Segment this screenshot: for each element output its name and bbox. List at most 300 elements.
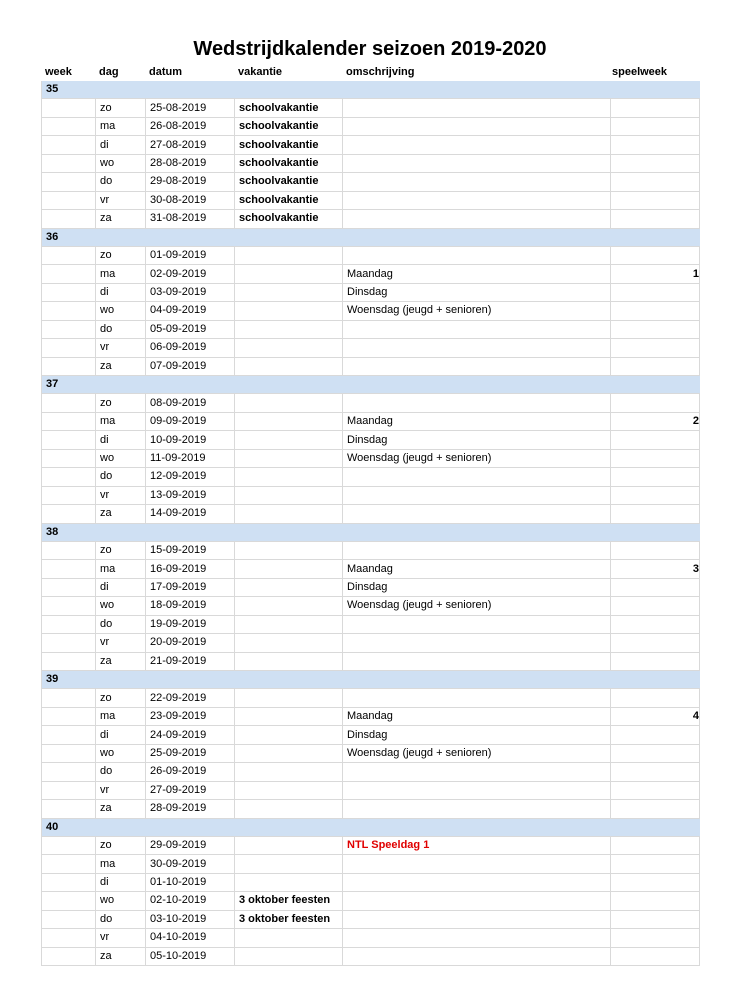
header-vakantie: vakantie: [238, 66, 283, 78]
vakantie-cell: [235, 873, 343, 891]
omschrijving-cell: [343, 689, 611, 707]
datum-cell: 22-09-2019: [146, 689, 235, 707]
day-row: [42, 136, 700, 154]
omschrijving-cell: [343, 136, 611, 154]
vakantie-cell: 3 oktober feesten: [235, 910, 343, 928]
omschrijving-cell: [343, 99, 611, 117]
speelweek-cell: [611, 431, 700, 449]
datum-cell: 28-08-2019: [146, 154, 235, 172]
dag-cell: do: [96, 468, 146, 486]
day-row: [42, 302, 700, 320]
header-speelweek: speelweek: [612, 66, 668, 78]
day-row: [42, 412, 700, 430]
vakantie-cell: [235, 578, 343, 596]
dag-cell: za: [96, 210, 146, 228]
vakantie-cell: [235, 246, 343, 264]
datum-cell: 08-09-2019: [146, 394, 235, 412]
day-row: [42, 892, 700, 910]
speelweek-cell: [611, 191, 700, 209]
datum-cell: 12-09-2019: [146, 468, 235, 486]
speelweek-cell: [611, 339, 700, 357]
week-cell: [42, 873, 96, 891]
day-row: [42, 947, 700, 965]
omschrijving-cell: [343, 781, 611, 799]
day-row: [42, 726, 700, 744]
week-cell: [42, 726, 96, 744]
speelweek-cell: [611, 873, 700, 891]
speelweek-cell: [611, 892, 700, 910]
datum-cell: 17-09-2019: [146, 578, 235, 596]
dag-cell: zo: [96, 836, 146, 854]
omschrijving-cell: Maandag: [343, 265, 611, 283]
vakantie-cell: [235, 781, 343, 799]
week-number: 38: [42, 523, 700, 541]
day-row: [42, 320, 700, 338]
speelweek-cell: [611, 541, 700, 559]
vakantie-cell: [235, 505, 343, 523]
omschrijving-cell: [343, 154, 611, 172]
dag-cell: ma: [96, 855, 146, 873]
week-cell: [42, 597, 96, 615]
omschrijving-cell: [343, 947, 611, 965]
day-row: [42, 615, 700, 633]
datum-cell: 19-09-2019: [146, 615, 235, 633]
day-row: [42, 173, 700, 191]
day-row: [42, 431, 700, 449]
day-row: [42, 855, 700, 873]
datum-cell: 03-10-2019: [146, 910, 235, 928]
dag-cell: ma: [96, 707, 146, 725]
week-cell: [42, 892, 96, 910]
header-omschrijving: omschrijving: [346, 66, 415, 78]
omschrijving-cell: [343, 634, 611, 652]
dag-cell: za: [96, 505, 146, 523]
omschrijving-cell: [343, 873, 611, 891]
vakantie-cell: [235, 947, 343, 965]
speelweek-cell: [611, 357, 700, 375]
omschrijving-cell: [343, 929, 611, 947]
dag-cell: vr: [96, 929, 146, 947]
speelweek-cell: [611, 910, 700, 928]
omschrijving-cell: [343, 486, 611, 504]
speelweek-cell: [611, 947, 700, 965]
vakantie-cell: [235, 929, 343, 947]
dag-cell: vr: [96, 339, 146, 357]
speelweek-cell: [611, 578, 700, 596]
dag-cell: wo: [96, 597, 146, 615]
week-row: [42, 523, 700, 541]
speelweek-cell: [611, 246, 700, 264]
vakantie-cell: schoolvakantie: [235, 136, 343, 154]
vakantie-cell: [235, 597, 343, 615]
datum-cell: 23-09-2019: [146, 707, 235, 725]
datum-cell: 26-09-2019: [146, 763, 235, 781]
week-cell: [42, 486, 96, 504]
datum-cell: 16-09-2019: [146, 560, 235, 578]
speelweek-cell: [611, 855, 700, 873]
speelweek-cell: [611, 505, 700, 523]
day-row: [42, 99, 700, 117]
omschrijving-cell: [343, 910, 611, 928]
day-row: [42, 394, 700, 412]
speelweek-cell: [611, 744, 700, 762]
week-cell: [42, 173, 96, 191]
speelweek-cell: [611, 449, 700, 467]
vakantie-cell: [235, 468, 343, 486]
dag-cell: di: [96, 578, 146, 596]
week-number: 40: [42, 818, 700, 836]
week-cell: [42, 929, 96, 947]
datum-cell: 02-09-2019: [146, 265, 235, 283]
omschrijving-cell: [343, 505, 611, 523]
datum-cell: 07-09-2019: [146, 357, 235, 375]
dag-cell: di: [96, 136, 146, 154]
week-cell: [42, 707, 96, 725]
datum-cell: 30-08-2019: [146, 191, 235, 209]
week-cell: [42, 560, 96, 578]
vakantie-cell: [235, 339, 343, 357]
week-row: [42, 228, 700, 246]
vakantie-cell: [235, 302, 343, 320]
vakantie-cell: [235, 486, 343, 504]
day-row: [42, 578, 700, 596]
header-dag: dag: [99, 66, 119, 78]
day-row: [42, 744, 700, 762]
dag-cell: za: [96, 947, 146, 965]
omschrijving-cell: [343, 468, 611, 486]
vakantie-cell: schoolvakantie: [235, 210, 343, 228]
dag-cell: wo: [96, 302, 146, 320]
day-row: [42, 929, 700, 947]
speelweek-cell: [611, 173, 700, 191]
day-row: [42, 873, 700, 891]
vakantie-cell: [235, 560, 343, 578]
vakantie-cell: schoolvakantie: [235, 173, 343, 191]
datum-cell: 05-10-2019: [146, 947, 235, 965]
omschrijving-cell: [343, 394, 611, 412]
omschrijving-cell: [343, 541, 611, 559]
dag-cell: do: [96, 320, 146, 338]
vakantie-cell: [235, 283, 343, 301]
week-cell: [42, 357, 96, 375]
omschrijving-cell: [343, 763, 611, 781]
week-cell: [42, 283, 96, 301]
week-cell: [42, 541, 96, 559]
datum-cell: 28-09-2019: [146, 800, 235, 818]
week-cell: [42, 246, 96, 264]
vakantie-cell: schoolvakantie: [235, 154, 343, 172]
omschrijving-cell: [343, 855, 611, 873]
vakantie-cell: schoolvakantie: [235, 117, 343, 135]
datum-cell: 02-10-2019: [146, 892, 235, 910]
vakantie-cell: [235, 357, 343, 375]
dag-cell: ma: [96, 117, 146, 135]
vakantie-cell: [235, 763, 343, 781]
omschrijving-cell: Dinsdag: [343, 431, 611, 449]
dag-cell: zo: [96, 99, 146, 117]
datum-cell: 20-09-2019: [146, 634, 235, 652]
vakantie-cell: [235, 634, 343, 652]
vakantie-cell: [235, 726, 343, 744]
dag-cell: do: [96, 615, 146, 633]
dag-cell: ma: [96, 560, 146, 578]
week-cell: [42, 302, 96, 320]
speelweek-cell: [611, 800, 700, 818]
day-row: [42, 800, 700, 818]
day-row: [42, 689, 700, 707]
omschrijving-cell: Dinsdag: [343, 726, 611, 744]
vakantie-cell: [235, 652, 343, 670]
day-row: [42, 541, 700, 559]
week-cell: [42, 910, 96, 928]
day-row: [42, 265, 700, 283]
day-row: [42, 763, 700, 781]
dag-cell: do: [96, 763, 146, 781]
datum-cell: 29-09-2019: [146, 836, 235, 854]
speelweek-cell: 1: [611, 265, 700, 283]
omschrijving-cell: [343, 339, 611, 357]
week-cell: [42, 689, 96, 707]
week-cell: [42, 136, 96, 154]
datum-cell: 27-09-2019: [146, 781, 235, 799]
day-row: [42, 449, 700, 467]
day-row: [42, 154, 700, 172]
speelweek-cell: [611, 210, 700, 228]
vakantie-cell: [235, 320, 343, 338]
week-cell: [42, 210, 96, 228]
omschrijving-cell: [343, 652, 611, 670]
dag-cell: di: [96, 283, 146, 301]
dag-cell: do: [96, 910, 146, 928]
vakantie-cell: [235, 265, 343, 283]
day-row: [42, 560, 700, 578]
omschrijving-cell: Dinsdag: [343, 283, 611, 301]
datum-cell: 14-09-2019: [146, 505, 235, 523]
speelweek-cell: [611, 468, 700, 486]
dag-cell: di: [96, 431, 146, 449]
week-row: [42, 81, 700, 99]
datum-cell: 11-09-2019: [146, 449, 235, 467]
datum-cell: 31-08-2019: [146, 210, 235, 228]
omschrijving-cell: Maandag: [343, 707, 611, 725]
week-cell: [42, 947, 96, 965]
dag-cell: vr: [96, 191, 146, 209]
omschrijving-cell: Woensdag (jeugd + senioren): [343, 302, 611, 320]
week-cell: [42, 505, 96, 523]
datum-cell: 25-08-2019: [146, 99, 235, 117]
dag-cell: di: [96, 726, 146, 744]
week-number: 39: [42, 671, 700, 689]
dag-cell: za: [96, 652, 146, 670]
speelweek-cell: [611, 302, 700, 320]
speelweek-cell: [611, 320, 700, 338]
vakantie-cell: [235, 689, 343, 707]
week-number: 36: [42, 228, 700, 246]
datum-cell: 06-09-2019: [146, 339, 235, 357]
speelweek-cell: [611, 597, 700, 615]
vakantie-cell: schoolvakantie: [235, 99, 343, 117]
omschrijving-cell: [343, 210, 611, 228]
dag-cell: zo: [96, 246, 146, 264]
week-cell: [42, 449, 96, 467]
dag-cell: za: [96, 357, 146, 375]
dag-cell: wo: [96, 154, 146, 172]
speelweek-cell: [611, 781, 700, 799]
datum-cell: 30-09-2019: [146, 855, 235, 873]
day-row: [42, 486, 700, 504]
speelweek-cell: [611, 283, 700, 301]
day-row: [42, 707, 700, 725]
dag-cell: wo: [96, 744, 146, 762]
datum-cell: 15-09-2019: [146, 541, 235, 559]
dag-cell: di: [96, 873, 146, 891]
day-row: [42, 836, 700, 854]
week-cell: [42, 744, 96, 762]
omschrijving-cell: Woensdag (jeugd + senioren): [343, 449, 611, 467]
vakantie-cell: [235, 541, 343, 559]
vakantie-cell: [235, 412, 343, 430]
day-row: [42, 468, 700, 486]
week-cell: [42, 191, 96, 209]
omschrijving-cell: Maandag: [343, 412, 611, 430]
day-row: [42, 634, 700, 652]
omschrijving-cell: [343, 615, 611, 633]
speelweek-cell: [611, 486, 700, 504]
day-row: [42, 210, 700, 228]
dag-cell: za: [96, 800, 146, 818]
day-row: [42, 652, 700, 670]
speelweek-cell: 3: [611, 560, 700, 578]
omschrijving-cell: [343, 800, 611, 818]
vakantie-cell: 3 oktober feesten: [235, 892, 343, 910]
week-number: 37: [42, 376, 700, 394]
dag-cell: zo: [96, 394, 146, 412]
day-row: [42, 910, 700, 928]
speelweek-cell: 2: [611, 412, 700, 430]
vakantie-cell: [235, 431, 343, 449]
dag-cell: do: [96, 173, 146, 191]
datum-cell: 05-09-2019: [146, 320, 235, 338]
omschrijving-cell: [343, 117, 611, 135]
datum-cell: 24-09-2019: [146, 726, 235, 744]
speelweek-cell: [611, 726, 700, 744]
week-cell: [42, 412, 96, 430]
dag-cell: vr: [96, 634, 146, 652]
datum-cell: 25-09-2019: [146, 744, 235, 762]
week-row: [42, 671, 700, 689]
week-cell: [42, 468, 96, 486]
speelweek-cell: [611, 929, 700, 947]
dag-cell: wo: [96, 449, 146, 467]
week-cell: [42, 431, 96, 449]
omschrijving-cell: Woensdag (jeugd + senioren): [343, 744, 611, 762]
vakantie-cell: [235, 836, 343, 854]
dag-cell: vr: [96, 781, 146, 799]
day-row: [42, 597, 700, 615]
week-cell: [42, 634, 96, 652]
vakantie-cell: schoolvakantie: [235, 191, 343, 209]
vakantie-cell: [235, 744, 343, 762]
dag-cell: zo: [96, 689, 146, 707]
datum-cell: 10-09-2019: [146, 431, 235, 449]
datum-cell: 21-09-2019: [146, 652, 235, 670]
week-number: 35: [42, 81, 700, 99]
omschrijving-cell: [343, 320, 611, 338]
dag-cell: wo: [96, 892, 146, 910]
week-row: [42, 818, 700, 836]
vakantie-cell: [235, 615, 343, 633]
speelweek-cell: [611, 763, 700, 781]
speelweek-cell: [611, 136, 700, 154]
vakantie-cell: [235, 800, 343, 818]
header-week: week: [45, 66, 72, 78]
omschrijving-cell: [343, 357, 611, 375]
datum-cell: 13-09-2019: [146, 486, 235, 504]
week-cell: [42, 800, 96, 818]
week-cell: [42, 394, 96, 412]
week-cell: [42, 763, 96, 781]
omschrijving-cell: [343, 892, 611, 910]
omschrijving-cell: Dinsdag: [343, 578, 611, 596]
datum-cell: 18-09-2019: [146, 597, 235, 615]
week-cell: [42, 855, 96, 873]
omschrijving-cell: Woensdag (jeugd + senioren): [343, 597, 611, 615]
dag-cell: ma: [96, 412, 146, 430]
speelweek-cell: 4: [611, 707, 700, 725]
week-cell: [42, 615, 96, 633]
datum-cell: 04-09-2019: [146, 302, 235, 320]
header-datum: datum: [149, 66, 182, 78]
speelweek-cell: [611, 154, 700, 172]
datum-cell: 09-09-2019: [146, 412, 235, 430]
week-cell: [42, 154, 96, 172]
datum-cell: 27-08-2019: [146, 136, 235, 154]
day-row: [42, 357, 700, 375]
calendar-table: [41, 81, 700, 966]
omschrijving-cell: [343, 173, 611, 191]
dag-cell: ma: [96, 265, 146, 283]
week-cell: [42, 652, 96, 670]
day-row: [42, 117, 700, 135]
datum-cell: 03-09-2019: [146, 283, 235, 301]
week-cell: [42, 99, 96, 117]
datum-cell: 26-08-2019: [146, 117, 235, 135]
speelweek-cell: [611, 99, 700, 117]
datum-cell: 29-08-2019: [146, 173, 235, 191]
day-row: [42, 339, 700, 357]
speelweek-cell: [611, 836, 700, 854]
week-cell: [42, 265, 96, 283]
omschrijving-cell: Maandag: [343, 560, 611, 578]
day-row: [42, 505, 700, 523]
vakantie-cell: [235, 394, 343, 412]
vakantie-cell: [235, 449, 343, 467]
speelweek-cell: [611, 394, 700, 412]
week-row: [42, 376, 700, 394]
speelweek-cell: [611, 652, 700, 670]
speelweek-cell: [611, 615, 700, 633]
omschrijving-cell: NTL Speeldag 1: [343, 836, 611, 854]
week-cell: [42, 320, 96, 338]
week-cell: [42, 578, 96, 596]
day-row: [42, 246, 700, 264]
dag-cell: zo: [96, 541, 146, 559]
speelweek-cell: [611, 117, 700, 135]
omschrijving-cell: [343, 191, 611, 209]
datum-cell: 04-10-2019: [146, 929, 235, 947]
datum-cell: 01-10-2019: [146, 873, 235, 891]
vakantie-cell: [235, 855, 343, 873]
